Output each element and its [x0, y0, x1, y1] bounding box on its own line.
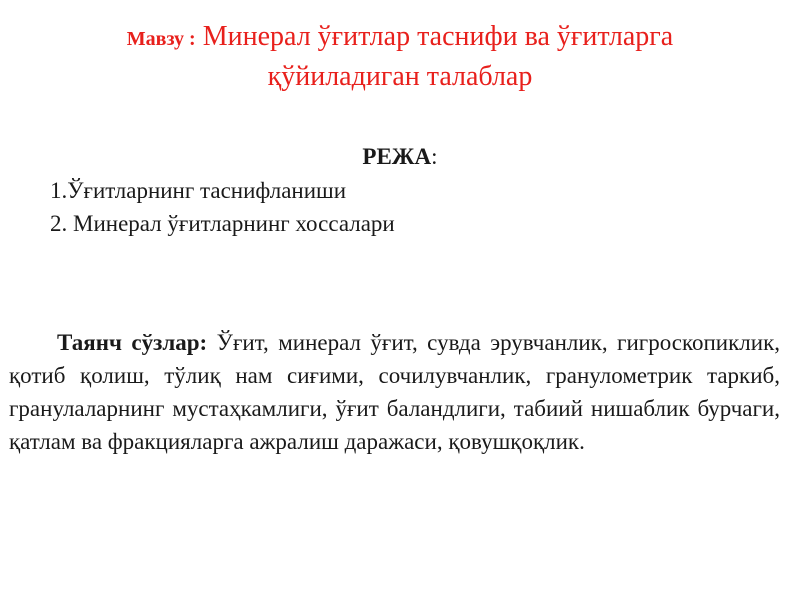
plan-item: 1.Ўғитларнинг таснифланиши: [50, 178, 347, 203]
plan-heading: [0, 142, 800, 172]
slide-title: [60, 18, 740, 96]
title-label: Мавзу :: [126, 28, 196, 50]
plan-heading-colon: :: [431, 144, 438, 169]
title-text: Минерал ўғитлар таснифи ва ўғитларга қўйиладиган талаблар: [202, 21, 674, 92]
keywords-label: Таянч сўзлар:: [57, 330, 208, 355]
plan-heading-word: РЕЖА: [362, 144, 432, 169]
keywords-paragraph: [9, 326, 780, 458]
plan-list: [50, 174, 395, 240]
keywords-text: Ўғит, минерал ўғит, сувда эрувчанлик, гигроскопиклик, қотиб қолиш, тўлиқ нам сиғими, сочилувчанлик, гранулометрик таркиб, гранулаларнинг мустаҳкамлиги, ўғит баландлиги, табиий нишаблик бурчаги, қатлам ва фракцияларга ажралиш даражаси, қовушқоқлик.: [9, 330, 780, 454]
plan-item: 2. Минерал ўғитларнинг хоссалари: [50, 211, 395, 236]
